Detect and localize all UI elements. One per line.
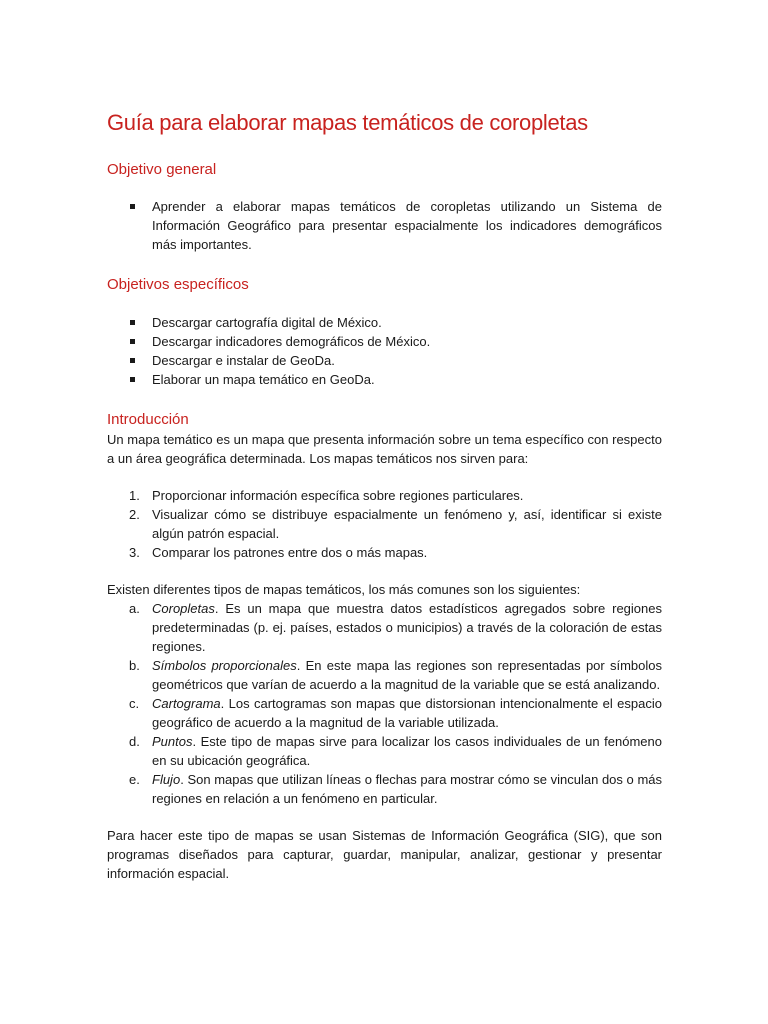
map-type-item bbox=[107, 656, 662, 694]
list-item-text: Descargar e instalar de GeoDa. bbox=[152, 353, 335, 368]
intro-paragraph: Un mapa temático es un mapa que presenta información sobre un tema específico con respecto a un área geográfica determinada. Los mapas temáticos nos sirven para: bbox=[107, 432, 662, 466]
map-type-term: Cartograma bbox=[152, 696, 221, 711]
map-type-term: Puntos bbox=[152, 734, 193, 749]
square-bullet-icon bbox=[130, 204, 135, 209]
list-marker: d. bbox=[129, 734, 140, 749]
list-marker: 1. bbox=[129, 488, 140, 503]
numbered-item-text: Proporcionar información específica sobre regiones particulares. bbox=[152, 488, 524, 503]
map-type-term: Flujo bbox=[152, 772, 181, 787]
document-body bbox=[107, 108, 662, 883]
numbered-item bbox=[107, 505, 662, 543]
list-item-text: Descargar cartografía digital de México. bbox=[152, 315, 382, 330]
list-item-text: Elaborar un mapa temático en GeoDa. bbox=[152, 372, 375, 387]
list-item-text: Aprender a elaborar mapas temáticos de coropletas utilizando un Sistema de Información Geográfico para presentar espacialmente los indicadores demográficos más importantes. bbox=[152, 199, 662, 252]
list-marker: e. bbox=[129, 772, 140, 787]
objetivo-general-list bbox=[107, 197, 662, 254]
square-bullet-icon bbox=[130, 358, 135, 363]
list-item bbox=[107, 332, 662, 351]
map-type-term: Símbolos proporcionales bbox=[152, 658, 297, 673]
list-item-text: Descargar indicadores demográficos de México. bbox=[152, 334, 431, 349]
numbered-item-text: Comparar los patrones entre dos o más mapas. bbox=[152, 545, 428, 560]
map-type-description: . Es un mapa que muestra datos estadísticos agregados sobre regiones predeterminadas (p. ej. países, estados o municipios) a través de la coloración de estas regiones. bbox=[152, 601, 662, 654]
map-type-description: . En este mapa las regiones son representadas por símbolos geométricos que varían de acuerdo a la magnitud de la variable que se está analizando. bbox=[152, 658, 663, 692]
heading-objetivos-especificos: Objetivos específicos bbox=[107, 276, 249, 293]
square-bullet-icon bbox=[130, 320, 135, 325]
list-marker: 2. bbox=[129, 507, 140, 522]
list-item bbox=[107, 197, 662, 254]
numbered-list bbox=[107, 486, 662, 562]
closing-paragraph: Para hacer este tipo de mapas se usan Sistemas de Información Geográfica (SIG), que son programas diseñados para capturar, guardar, manipular, analizar, gestionar y presentar información espacial. bbox=[107, 828, 662, 881]
square-bullet-icon bbox=[130, 377, 135, 382]
map-type-term: Coropletas bbox=[152, 601, 215, 616]
list-item bbox=[107, 370, 662, 389]
list-item bbox=[107, 313, 662, 332]
map-type-description: . Los cartogramas son mapas que distorsionan intencionalmente el espacio geográfico de acuerdo a la magnitud de la variable utilizada. bbox=[152, 696, 662, 730]
map-type-item bbox=[107, 599, 662, 656]
objetivos-especificos-list bbox=[107, 313, 662, 389]
page-title: Guía para elaborar mapas temáticos de coropletas bbox=[107, 110, 588, 135]
map-type-description: . Este tipo de mapas sirve para localizar los casos individuales de un fenómeno en su ubicación geográfica. bbox=[152, 734, 662, 768]
list-marker: 3. bbox=[129, 545, 140, 560]
numbered-item bbox=[107, 486, 662, 505]
square-bullet-icon bbox=[130, 339, 135, 344]
list-marker: a. bbox=[129, 601, 140, 616]
types-intro: Existen diferentes tipos de mapas temáticos, los más comunes son los siguientes: bbox=[107, 582, 581, 597]
map-types-list bbox=[107, 599, 662, 808]
heading-objetivo-general: Objetivo general bbox=[107, 161, 217, 178]
numbered-item-text: Visualizar cómo se distribuye espacialmente un fenómeno y, así, identificar si existe algún patrón espacial. bbox=[152, 507, 662, 541]
list-marker: b. bbox=[129, 658, 140, 673]
list-marker: c. bbox=[129, 696, 140, 711]
map-type-item bbox=[107, 770, 662, 808]
numbered-item bbox=[107, 543, 662, 562]
list-item bbox=[107, 351, 662, 370]
heading-introduccion: Introducción bbox=[107, 411, 189, 428]
map-type-item bbox=[107, 694, 662, 732]
map-type-item bbox=[107, 732, 662, 770]
map-type-description: . Son mapas que utilizan líneas o flechas para mostrar cómo se vinculan dos o más regiones en relación a un fenómeno en particular. bbox=[152, 772, 662, 806]
